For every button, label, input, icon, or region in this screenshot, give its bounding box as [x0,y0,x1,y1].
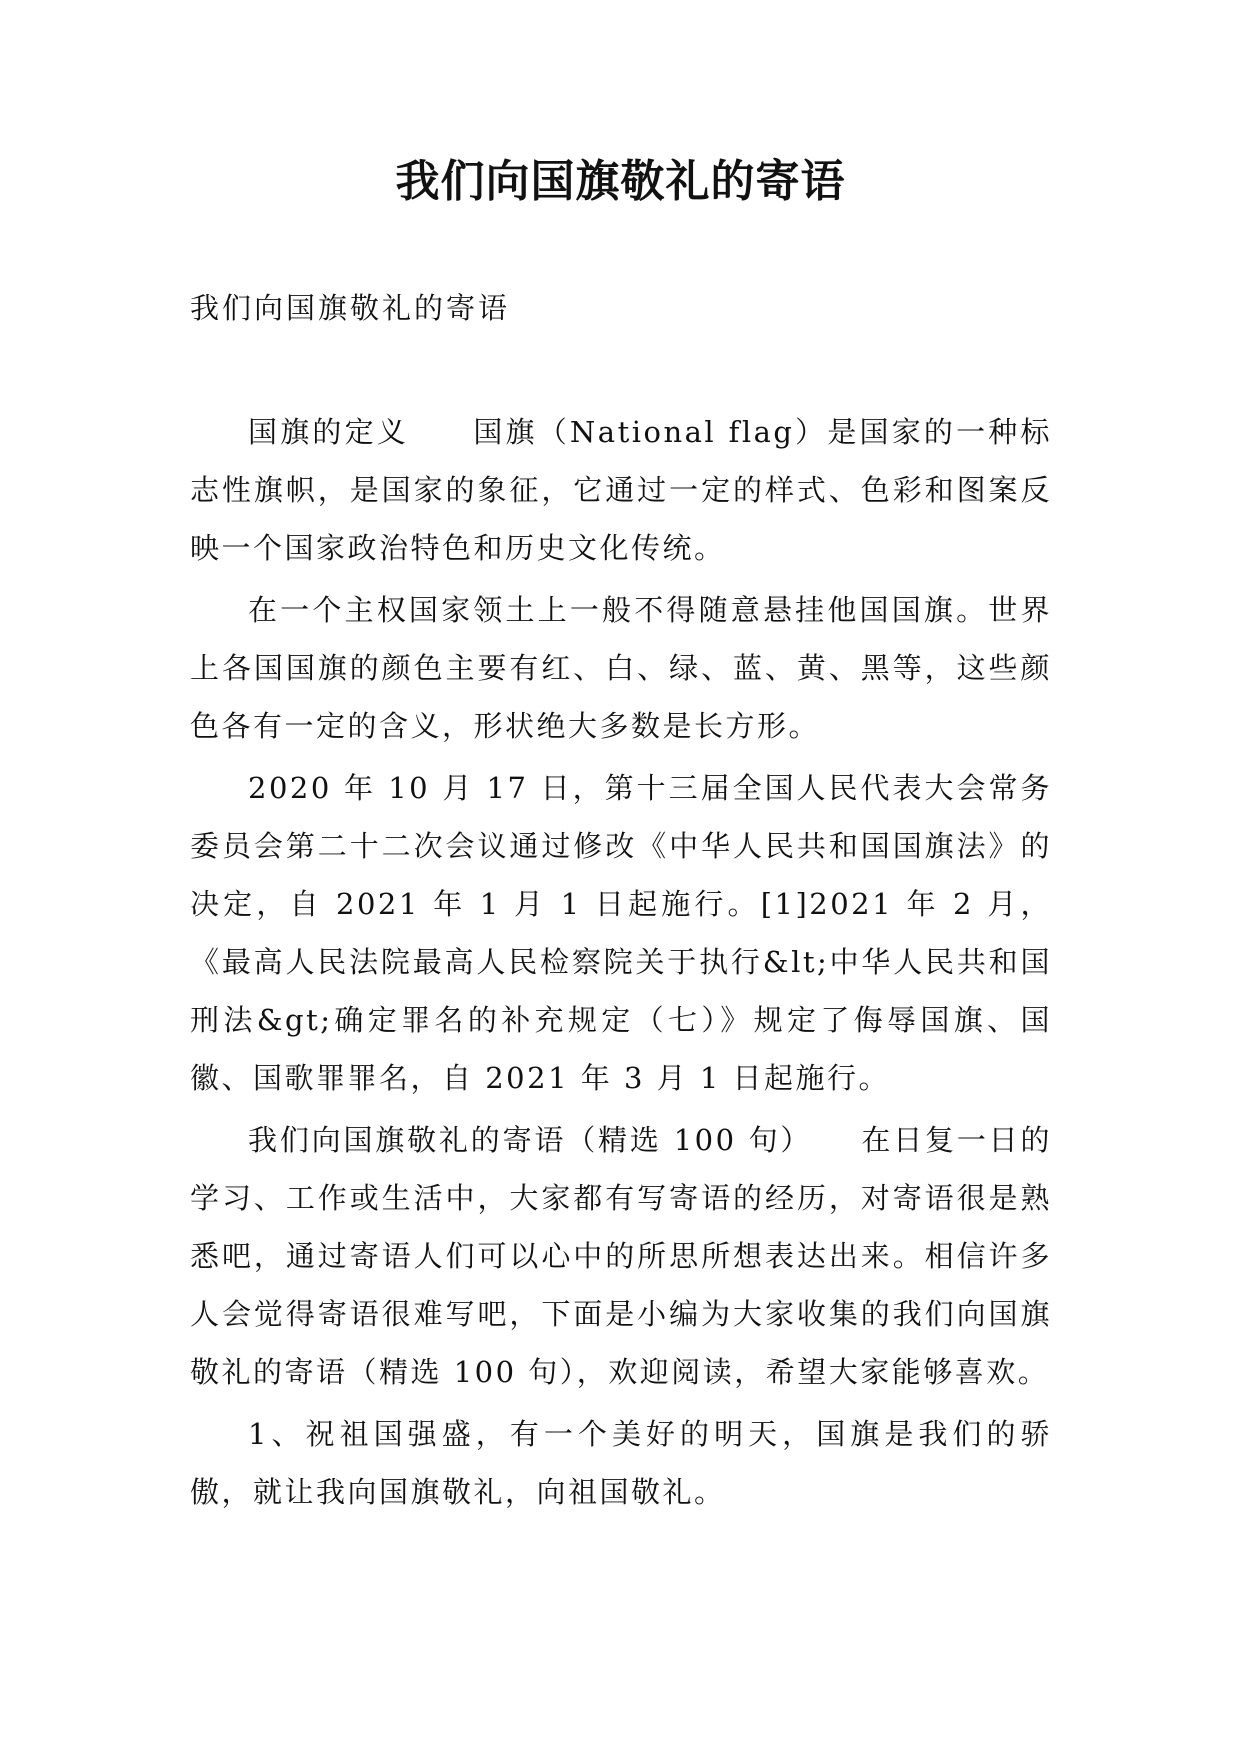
document-subtitle: 我们向国旗敬礼的寄语 [190,291,511,325]
document-title: 我们向国旗敬礼的寄语 [395,156,846,207]
paragraph-flag-colors: 在一个主权国家领土上一般不得随意悬挂他国国旗。世界上各国国旗的颜色主要有红、白、绿、蓝、黄、黑等，这些颜色各有一定的含义，形状绝大多数是长方形。 [190,593,1052,743]
paragraph-introduction: 我们向国旗敬礼的寄语（精选 100 句） 在日复一日的学习、工作或生活中，大家都有写寄语的经历，对寄语很是熟悉吧，通过寄语人们可以心中的所思所想表达出来。相信许多人会觉得寄语很难写吧，下面是小编为大家收集的我们向国旗敬礼的寄语（精选 100 句），欢迎阅读，希望大家能够喜欢。 [190,1123,1052,1389]
paragraph-flag-law: 2020 年 10 月 17 日，第十三届全国人民代表大会常务委员会第二十二次会议通过修改《中华人民共和国国旗法》的决定，自 2021 年 1 月 1 日起施行。[1]2021 年 2 月，《最高人民法院最高人民检察院关于执行&lt;中华人民共和国刑法&gt;确定罪名的补充规定（七）》规定了侮辱国旗、国徽、国歌罪罪名，自 2021 年 3 月 1 日起施行。 [190,771,1052,1095]
paragraph-flag-definition: 国旗的定义 国旗（National flag）是国家的一种标志性旗帜，是国家的象征，它通过一定的样式、色彩和图案反映一个国家政治特色和历史文化传统。 [190,415,1052,565]
paragraph-message-1: 1、祝祖国强盛，有一个美好的明天，国旗是我们的骄傲，就让我向国旗敬礼，向祖国敬礼。 [190,1417,1052,1509]
document-body [190,403,1052,1525]
